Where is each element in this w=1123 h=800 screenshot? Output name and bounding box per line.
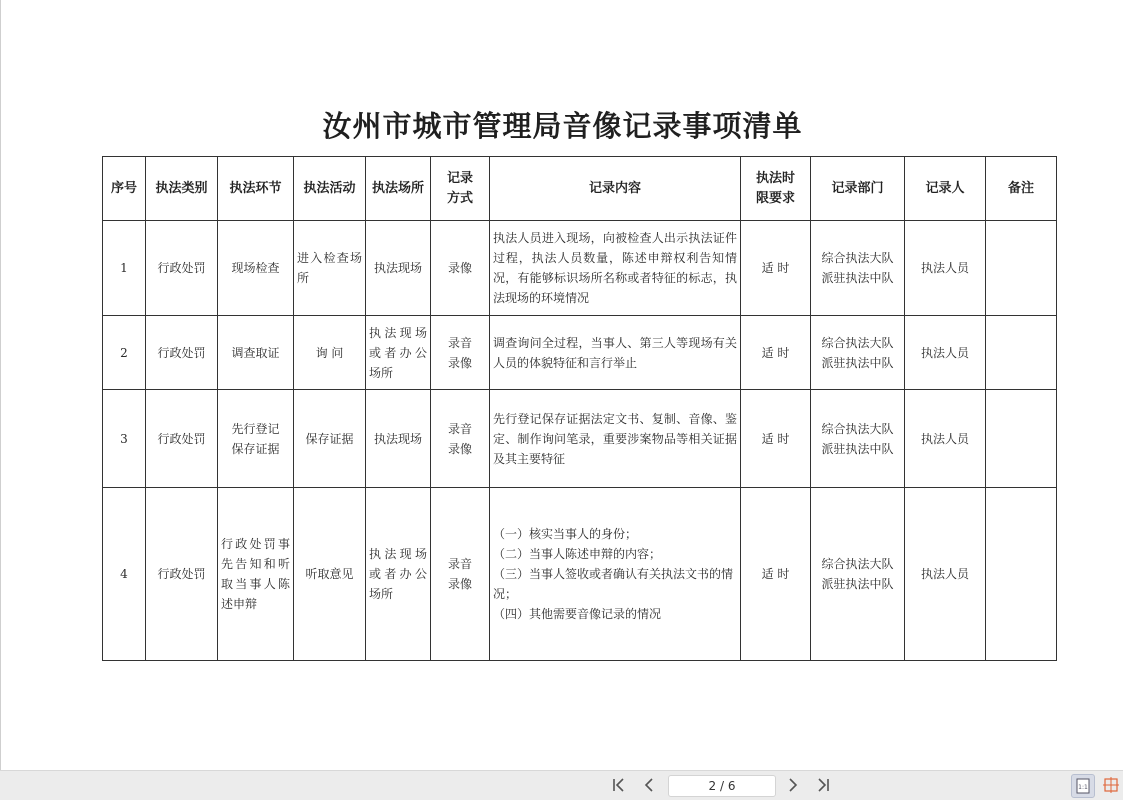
cell-content: （一）核实当事人的身份； （二）当事人陈述申辩的内容； （三）当事人签收或者确认有关执法文书的情况； （四）其他需要音像记录的情况: [490, 488, 741, 661]
cell-method: 录音 录像: [431, 390, 490, 488]
cell-method: 录音 录像: [431, 316, 490, 390]
last-page-button[interactable]: [812, 775, 834, 795]
cell-activity: 进入检查场所: [294, 221, 366, 316]
fit-page-button[interactable]: [1100, 774, 1122, 796]
table-row: [103, 488, 1057, 661]
first-page-icon: [611, 777, 627, 793]
cell-stage: 调查取证: [218, 316, 294, 390]
prev-page-button[interactable]: [638, 775, 660, 795]
header-cell: 记录内容: [490, 157, 741, 221]
cell-place: 执法现场: [366, 390, 431, 488]
next-page-icon: [785, 777, 801, 793]
cell-method: 录音 录像: [431, 488, 490, 661]
cell-no: 2: [103, 316, 146, 390]
cell-stage: 行政处罚事先告知和听取当事人陈述申辩: [218, 488, 294, 661]
header-cell: 执法时 限要求: [741, 157, 811, 221]
header-cell: 记录部门: [811, 157, 905, 221]
header-cell: 序号: [103, 157, 146, 221]
table-header-row: [103, 157, 1057, 221]
cell-recorder: 执法人员: [905, 221, 986, 316]
cell-category: 行政处罚: [146, 488, 218, 661]
cell-category: 行政处罚: [146, 316, 218, 390]
cell-time: 适 时: [741, 316, 811, 390]
cell-place: 执法现场或者办公场所: [366, 316, 431, 390]
cell-stage: 现场检查: [218, 221, 294, 316]
cell-time: 适 时: [741, 221, 811, 316]
cell-category: 行政处罚: [146, 221, 218, 316]
cell-activity: 询 问: [294, 316, 366, 390]
cell-content: 调查询问全过程，当事人、第三人等现场有关人员的体貌特征和言行举止: [490, 316, 741, 390]
last-page-icon: [815, 777, 831, 793]
cell-recorder: 执法人员: [905, 316, 986, 390]
cell-content: 执法人员进入现场，向被检查人出示执法证件过程，执法人员数量，陈述申辩权利告知情况，有能够标识场所名称或者特征的标志，执法现场的环境情况: [490, 221, 741, 316]
table-row: [103, 221, 1057, 316]
header-cell: 记录 方式: [431, 157, 490, 221]
cell-place: 执法现场或者办公场所: [366, 488, 431, 661]
cell-recorder: 执法人员: [905, 488, 986, 661]
cell-time: 适 时: [741, 488, 811, 661]
header-cell: 备注: [986, 157, 1057, 221]
record-table: [102, 156, 1057, 661]
viewer-toolbar: [0, 770, 1123, 800]
cell-note: [986, 390, 1057, 488]
next-page-button[interactable]: [782, 775, 804, 795]
cell-note: [986, 221, 1057, 316]
cell-category: 行政处罚: [146, 390, 218, 488]
header-cell: 执法活动: [294, 157, 366, 221]
first-page-button[interactable]: [608, 775, 630, 795]
cell-place: 执法现场: [366, 221, 431, 316]
cell-content: 先行登记保存证据法定文书、复制、音像、鉴定、制作询问笔录，重要涉案物品等相关证据及其主要特征: [490, 390, 741, 488]
document-title: 汝州市城市管理局音像记录事项清单: [322, 109, 803, 143]
cell-no: 3: [103, 390, 146, 488]
cell-dept: 综合执法大队 派驻执法中队: [811, 221, 905, 316]
header-cell: 记录人: [905, 157, 986, 221]
cell-no: 4: [103, 488, 146, 661]
header-cell: 执法类别: [146, 157, 218, 221]
cell-recorder: 执法人员: [905, 390, 986, 488]
cell-note: [986, 488, 1057, 661]
header-cell: 执法环节: [218, 157, 294, 221]
table-row: [103, 316, 1057, 390]
table-row: [103, 390, 1057, 488]
actual-size-icon: [1076, 778, 1090, 794]
cell-time: 适 时: [741, 390, 811, 488]
header-cell: 执法场所: [366, 157, 431, 221]
cell-stage: 先行登记 保存证据: [218, 390, 294, 488]
cell-dept: 综合执法大队 派驻执法中队: [811, 316, 905, 390]
cell-dept: 综合执法大队 派驻执法中队: [811, 390, 905, 488]
svg-text:1:1: 1:1: [1078, 784, 1088, 791]
cell-no: 1: [103, 221, 146, 316]
fit-page-icon: [1103, 777, 1119, 793]
page-number-input[interactable]: 2 / 6: [668, 775, 776, 797]
cell-note: [986, 316, 1057, 390]
cell-activity: 保存证据: [294, 390, 366, 488]
cell-activity: 听取意见: [294, 488, 366, 661]
actual-size-button[interactable]: [1071, 774, 1095, 798]
prev-page-icon: [641, 777, 657, 793]
cell-dept: 综合执法大队 派驻执法中队: [811, 488, 905, 661]
cell-method: 录像: [431, 221, 490, 316]
